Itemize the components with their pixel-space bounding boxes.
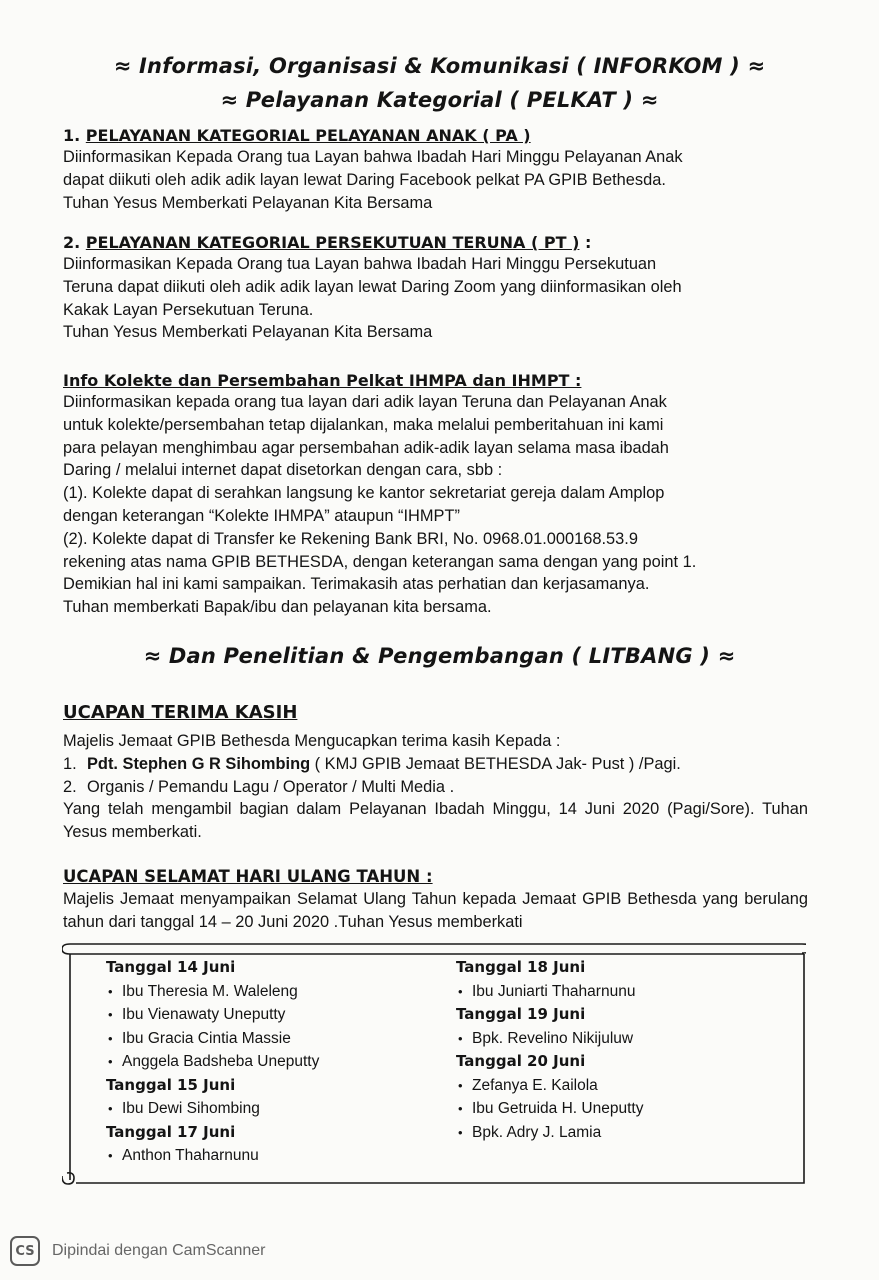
ulang-tahun-intro: Majelis Jemaat menyampaikan Selamat Ulang Tahun kepada Jemaat GPIB Bethesda yang berulang tahun dari tanggal 14 – 20 Juni 2020 .Tuhan Yesus memberkati [63,890,808,931]
terima-kasih-closing: Yang telah mengambil bagian dalam Pelayanan Ibadah Minggu, 14 Juni 2020 (Pagi/Sore). Tuhan Yesus memberkati. [63,800,808,842]
camscanner-text: Dipindai dengan CamScanner [52,1242,266,1259]
pt-title [63,232,808,253]
pastor-name: Pdt. Stephen G R Sihombing [87,754,311,773]
terima-kasih-body [63,730,808,844]
birthday-date: Tanggal 19 Juni [456,1005,586,1023]
item-number: 1. [63,754,77,773]
pt-number: 2. [63,233,81,252]
terima-kasih-intro: Majelis Jemaat GPIB Bethesda Mengucapkan terima kasih Kepada : [63,732,561,750]
pa-body [63,146,808,214]
kolekte-line: untuk kolekte/persembahan tetap dijalankan, maka melalui pemberitahuan ini kami [63,415,664,434]
birthday-name: • Ibu Vienawaty Uneputty [106,1003,319,1027]
pt-title-text: PELAYANAN KATEGORIAL PERSEKUTUAN TERUNA ( PT ) [85,233,580,252]
birthday-scroll-box [62,940,806,1190]
birthday-name: • Ibu Getruida H. Uneputty [456,1097,643,1121]
terima-kasih-section [63,700,808,844]
camscanner-logo-icon: CS [10,1236,40,1266]
birthday-name: • Bpk. Revelino Nikijuluw [456,1027,643,1051]
kolekte-line: Diinformasikan kepada orang tua layan dari adik layan Teruna dan Pelayanan Anak [63,393,667,411]
kolekte-body [63,391,808,619]
inforkom-heading: ≈ Informasi, Organisasi & Komunikasi ( INFORKOM ) ≈ [113,54,766,78]
kolekte-line: Tuhan memberkati Bapak/ibu dan pelayanan kita bersama. [63,598,492,617]
pt-body [63,253,808,344]
pt-section [63,232,808,344]
birthday-column-right [456,956,643,1144]
kolekte-title [63,370,808,391]
birthday-name: • Bpk. Adry J. Lamia [456,1121,643,1145]
birthday-name: • Anthon Thaharnunu [106,1144,319,1168]
kolekte-line: dengan keterangan “Kolekte IHMPA” ataupun “IHMPT” [63,506,460,525]
pa-number: 1. [63,126,81,145]
pa-title-text: PELAYANAN KATEGORIAL PELAYANAN ANAK ( PA ) [85,126,531,145]
pa-line: Tuhan Yesus Memberkati Pelayanan Kita Bersama [63,193,433,212]
item-number: 2. [63,777,77,796]
kolekte-line: (1). Kolekte dapat di serahkan langsung ke kantor sekretariat gereja dalam Amplop [63,484,665,503]
birthday-name: • Ibu Gracia Cintia Massie [106,1027,319,1051]
kolekte-line: Daring / melalui internet dapat disetorkan dengan cara, sbb : [63,461,503,480]
birthday-date: Tanggal 15 Juni [106,1075,236,1094]
pt-title-suffix: : [579,233,592,252]
camscanner-watermark [10,1236,265,1266]
pt-line: Kakak Layan Persekutuan Teruna. [63,300,314,319]
birthday-name: • Zefanya E. Kailola [456,1074,643,1098]
birthday-name: • Anggela Badsheba Uneputty [106,1050,319,1074]
pa-title [63,125,808,146]
birthday-name: • Ibu Juniarti Thaharnunu [456,980,643,1004]
birthday-name: • Ibu Dewi Sihombing [106,1097,319,1121]
terima-kasih-item-2 [63,776,808,799]
kolekte-line: (2). Kolekte dapat di Transfer ke Rekening Bank BRI, No. 0968.01.000168.53.9 [63,529,638,548]
kolekte-line: rekening atas nama GPIB BETHESDA, dengan keterangan sama dengan yang point 1. [63,552,697,571]
pastor-role: ( KMJ GPIB Jemaat BETHESDA Jak- Pust ) /Pagi. [310,754,681,773]
kolekte-line: para pelayan menghimbau agar persembahan adik-adik layan selama masa ibadah [63,438,669,457]
birthday-date: Tanggal 17 Juni [106,1122,236,1141]
birthday-date: Tanggal 20 Juni [456,1052,586,1070]
ulang-tahun-section [63,866,808,934]
item-2-text: Organis / Pemandu Lagu / Operator / Multi Media . [87,777,455,796]
kolekte-title-text: Info Kolekte dan Persembahan Pelkat IHMPA dan IHMPT : [63,371,582,390]
kolekte-line: Demikian hal ini kami sampaikan. Terimakasih atas perhatian dan kerjasamanya. [63,575,650,594]
terima-kasih-item-1 [63,753,808,776]
pt-line: Diinformasikan Kepada Orang tua Layan bahwa Ibadah Hari Minggu Persekutuan [63,255,657,273]
pt-line: Teruna dapat diikuti oleh adik adik layan lewat Daring Zoom yang diinformasikan oleh [63,277,682,296]
pa-line: dapat diikuti oleh adik adik layan lewat Daring Facebook pelkat PA GPIB Bethesda. [63,170,666,189]
birthday-date: Tanggal 18 Juni [456,958,586,976]
terima-kasih-title: UCAPAN TERIMA KASIH [63,702,298,723]
pelkat-heading: ≈ Pelayanan Kategorial ( PELKAT ) ≈ [220,88,659,112]
birthday-column-left [106,956,319,1168]
birthday-name: • Ibu Theresia M. Waleleng [106,980,319,1004]
birthday-date: Tanggal 14 Juni [106,958,236,976]
kolekte-section [63,370,808,619]
litbang-heading: ≈ Dan Penelitian & Pengembangan ( LITBANG ) ≈ [143,644,736,668]
pa-line: Diinformasikan Kepada Orang tua Layan bahwa Ibadah Hari Minggu Pelayanan Anak [63,148,683,166]
pt-line: Tuhan Yesus Memberkati Pelayanan Kita Bersama [63,323,433,342]
pa-section [63,125,808,214]
ulang-tahun-title: UCAPAN SELAMAT HARI ULANG TAHUN : [63,867,433,886]
